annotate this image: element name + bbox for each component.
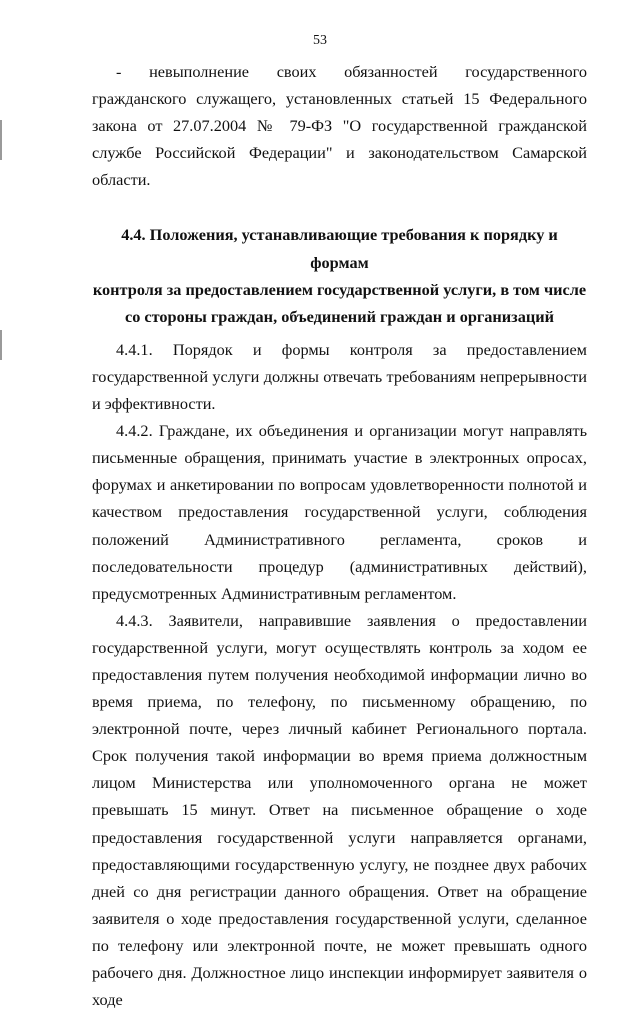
paragraph-4-4-1: 4.4.1. Порядок и формы контроля за предоставлением государственной услуги должны отвечать требованиям непрерывности и эффективности. (92, 339, 587, 414)
section-heading-line: контроля за предоставлением государственной услуги, в том числе (92, 279, 587, 299)
section-heading-line: 4.4. Положения, устанавливающие требования к порядку и формам (121, 225, 558, 272)
section-heading-line: со стороны граждан, объединений граждан и организаций (124, 306, 555, 326)
document-body (92, 58, 587, 1013)
page-number: 53 (313, 33, 327, 48)
intro-paragraph: - невыполнение своих обязанностей государственного гражданского служащего, установленных статьей 15 Федерального закона от 27.07.2004 № 79-ФЗ "О государственной гражданской службе Российской Федерации" и законодательством Самарской области. (92, 62, 587, 190)
paragraph-4-4-3: 4.4.3. Заявители, направившие заявления о предоставлении государственной услуги, могут осуществлять контроль за ходом ее предоставления путем получения необходимой информации лично во время приема, по телефону, по письменному обращению, по электронной почте, через личный кабинет Регионального портала. Срок получения такой информации во время приема должностным лицом Министерства или уполномоченного органа не может превышать 15 минут. Ответ на письменное обращение о ходе предоставления государственной услуги направляется органами, предоставляющими государственную услугу, не позднее двух рабочих дней со дня регистрации данного обращения. Ответ на обращение заявителя о ходе предоставления государственной услуги, сделанное по телефону или электронной почте, не может превышать одного рабочего дня. Должностное лицо инспекции информирует заявителя о ходе (92, 610, 587, 1010)
section-heading (92, 221, 587, 329)
paragraph-4-4-2: 4.4.2. Граждане, их объединения и организации могут направлять письменные обращения, принимать участие в электронных опросах, форумах и анкетировании по вопросам удовлетворенности полнотой и качеством предоставления государственной услуги, соблюдения положений Административного регламента, сроков и последовательности процедур (административных действий), предусмотренных Административным регламентом. (92, 421, 587, 603)
scan-edge-mark (0, 120, 2, 160)
scan-edge-mark (0, 330, 2, 360)
